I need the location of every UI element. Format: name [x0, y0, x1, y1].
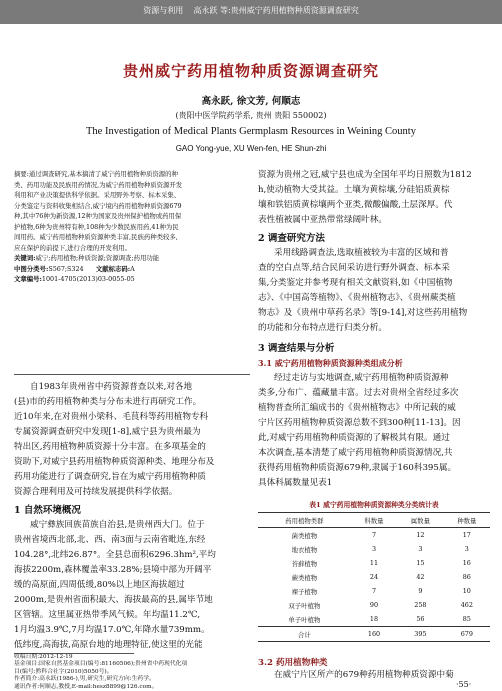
footnote-line: 收稿日期:2012-12-19 — [14, 654, 73, 660]
body-line: 类多,分布广、蕴藏量丰富。过去对贵州全省经过多次 — [258, 388, 459, 398]
table-cell: 24 — [369, 573, 379, 581]
body-line: 物志》及《贵州中草药名录》等[9-14],对这些药用植物 — [258, 308, 468, 318]
abstract-line: 摘要:通过调查研究,基本搞清了威宁药用植物种质资源的种 — [14, 170, 178, 178]
affiliation: (贵阳中医学院药学系, 贵州 贵阳 550002) — [175, 111, 327, 120]
page-number: ·55· — [456, 680, 472, 689]
table-cell: 85 — [462, 615, 471, 623]
body-line: 查的空白点等,结合民间采访进行野外调查、标本采 — [258, 263, 450, 273]
body-line: 威宁彝族回族苗族自治县,是贵州西大门。位于 — [30, 520, 205, 530]
english-title: The Investigation of Medical Plants Germplasm Resources in Weining County — [86, 126, 416, 137]
running-title: 高永跃 等:贵州威宁药用植物种质资源调查研究 — [193, 6, 359, 15]
table-cell: 苔藓植物 — [291, 559, 318, 568]
table-cell: 9 — [418, 587, 423, 595]
body-line: 低纬度,高海拔,高原台地的地理特征,使这里的光能 — [14, 640, 203, 650]
table-cell: 裸子植物 — [291, 587, 318, 596]
abstract-line: 类、药用功能及民族用药情况,为威宁药用植物种质资源开发 — [14, 180, 183, 189]
body-line: 获得药用植物种质资源679种,隶属于160科395属。 — [258, 463, 457, 473]
body-line: 缓的高原面,四周低缓,80%以上地区海拔超过 — [14, 580, 185, 590]
table-cell: 16 — [462, 559, 471, 567]
body-line: 资源合理利用及可持续发展提供科学依据。 — [14, 487, 178, 497]
table-cell: 160 — [367, 630, 381, 638]
table-cell: 86 — [462, 573, 471, 581]
footnote-line: 通讯作者:何顺志,教授,E-mail:hesz8899@126.com。 — [14, 683, 158, 690]
table-header: 属数量 — [410, 516, 430, 525]
footnote-line: 作者简介:高永跃(1986-),男,研究生,研究方向:生药学。 — [14, 676, 155, 683]
body-line: 经过走访与实地调查,威宁药用植物种质资源种 — [274, 373, 449, 383]
body-line: 贵州省境西北部,北、西、南3面与云南省毗连,东经 — [14, 535, 206, 545]
body-line: 宁片区药用植物种质资源总数不到300种[11-13]。因 — [258, 418, 461, 428]
keywords — [14, 253, 250, 264]
journal-name: 资源与利用 — [143, 6, 184, 15]
table-total-row — [258, 627, 490, 642]
table-cell: 7 — [371, 587, 377, 595]
body-line: 此,对威宁药用植物种质资源的了解极其有限。通过 — [258, 433, 450, 443]
keywords-text: 威宁;药用植物;种质资源;资源调查;药用功能 — [35, 254, 160, 262]
body-line: 1月均温3.9℃,7月均温17.0℃,年降水量739mm。 — [14, 625, 210, 635]
table-row — [258, 542, 490, 556]
table-cell: 17 — [462, 531, 471, 539]
table-cell: 11 — [369, 559, 379, 567]
body-line: 志》、《中国高等植物》、《贵州植物志》、《贵州蕨类植 — [258, 293, 456, 303]
section-3-heading: 3 调查结果与分析 — [258, 343, 335, 354]
footnotes — [14, 654, 250, 691]
body-line: 自1983年贵州省中药资源普查以来,对各地 — [30, 382, 193, 392]
table-cell: 单子叶植物 — [288, 615, 321, 624]
table-row — [258, 598, 490, 612]
table-cell: 地衣植物 — [291, 545, 318, 554]
doc-code-label: 文献标志码: — [95, 264, 131, 273]
abstract-line: 分类鉴定与资料收集相结合,威宁境内药用植物种质资源679 — [14, 201, 182, 210]
clc-value: S567;S324 — [48, 264, 84, 273]
body-line: 2000m,是贵州省面积最大、海拔最高的县,属毕节地 — [14, 595, 213, 605]
body-line: 海拔2200m,森林覆盖率33.28%;县境中部为开阔平 — [14, 565, 212, 575]
table-row — [258, 584, 490, 598]
section-2-heading: 2 调查研究方法 — [258, 233, 325, 244]
body-line: 近10年来,在对贵州小梁科、毛茛科等药用植物专科 — [14, 412, 209, 422]
english-authors: GAO Yong-yue, XU Wen-fen, HE Shun-zhi — [175, 144, 327, 153]
table-header: 科数量 — [364, 516, 384, 525]
table-cell: 3 — [464, 545, 469, 553]
body-line: 本次调查,基本清楚了威宁药用植物种质资源情况,共 — [258, 448, 453, 458]
subsection-3-1-body — [258, 371, 490, 491]
authors: 高永跃, 徐文芳, 何顺志 — [201, 96, 301, 107]
body-line: (县)市的药用植物种类与分布未进行再研究工作。 — [14, 397, 202, 407]
doc-code-value: A — [130, 264, 135, 273]
table-header-row — [258, 513, 490, 528]
table-cell: 蕨类植物 — [291, 573, 318, 582]
body-line: 资助下,对威宁县药用植物种质资源种类、地理分布及 — [14, 457, 215, 467]
body-line: 采用线路调查法,选取植被较为丰富的区域和普 — [274, 248, 449, 258]
body-line: 植物普查所汇编成书的《贵州植物志》中所记载的威 — [258, 403, 456, 413]
table-cell: 12 — [416, 531, 425, 539]
abstract-line: 间用药。威宁药用植物种质资源种类丰富,民族药种类较多, — [14, 233, 178, 241]
body-line: 具体科属数量见表1 — [258, 478, 333, 488]
body-line: 特出区,药用植物种质资源十分丰富。在多项基金的 — [14, 442, 206, 452]
right-intro — [258, 168, 490, 228]
body-line: 在威宁片区所产的679种药用植物种质资源中菊 — [274, 670, 454, 680]
body-line: 表性植被属中亚热带常绿阔叶林。 — [258, 215, 387, 225]
clc-label: 中图分类号: — [14, 264, 49, 273]
body-line: 药用功能进行了调查研究,旨在为威宁药用植物种质 — [14, 472, 206, 482]
body-line: 壤和铁铝质黄棕壤两个亚类,微酸偏酸,土层深厚。代 — [258, 200, 453, 210]
table-cell: 56 — [416, 615, 425, 623]
body-line: h,使动植物大受其益。土壤为黄棕壤,分硅铝质黄棕 — [258, 185, 450, 195]
body-line: 资源为贵州之冠,威宁县也成为全国年平均日照数为1812 — [258, 170, 472, 180]
footnote-line: 基金项目:国家自然基金项目(编号:81160506);贵州省中药现代化项 — [14, 661, 188, 668]
table-cell: 258 — [414, 601, 427, 609]
table-1 — [258, 512, 490, 642]
body-line: 104.28°,北纬26.87°。全县总面积6296.3hm²,平均 — [14, 550, 216, 560]
table-cell: 合计 — [298, 630, 311, 639]
abstract-line: 利用和产业决策提供科学依据。采用野外考察、标本采集、 — [14, 191, 181, 199]
table-cell: 42 — [416, 573, 425, 581]
keywords-label: 关键词: — [14, 254, 36, 262]
body-line: 区管辖。这里属亚热带季风气候。年均温11.2℃, — [14, 610, 201, 620]
introduction — [14, 380, 250, 500]
paper-title: 贵州威宁药用植物种质资源调查研究 — [122, 62, 379, 80]
body-line: 的功能和分布特点进行归类分析。 — [258, 323, 387, 333]
table-row — [258, 556, 490, 570]
subsection-3-1-heading: 3.1 威宁药用植物种质资源种类组成分析 — [258, 358, 403, 368]
table-cell: 双子叶植物 — [288, 601, 321, 610]
section-1-heading: 1 自然环境概况 — [14, 505, 81, 516]
table-cell: 菌类植物 — [291, 531, 318, 540]
running-header — [0, 5, 502, 16]
table-cell: 15 — [416, 559, 425, 567]
table-cell: 395 — [414, 630, 427, 638]
abstract-divider — [14, 374, 250, 375]
table-header: 种数量 — [457, 516, 477, 525]
article-no-label: 文章编号: — [14, 275, 42, 283]
subsection-3-2-heading: 3.2 药用植物种类 — [258, 658, 328, 668]
body-line: 专属资源调查研究中发现[1-8],威宁县为贵州最为 — [14, 427, 201, 437]
abstract-line: 应在保护的前提下,进行合理的开发利用。 — [14, 243, 132, 252]
article-number — [14, 274, 250, 285]
body-line: 集,分类鉴定并参考现有相关文献资料,如《中国植物 — [258, 278, 453, 288]
section-2-body — [258, 246, 490, 336]
classification — [14, 264, 250, 275]
table-cell: 7 — [371, 531, 377, 539]
abstract-line: 种,其中76种为新资源,12种为国家及贵州保护植物或药用保 — [14, 212, 182, 220]
abstract-line: 护植物,6种为贵州特有种,108种为少数民族用药,41种为民 — [14, 222, 179, 231]
table-cell: 462 — [460, 601, 473, 609]
table-cell: 10 — [462, 587, 471, 595]
table-row — [258, 570, 490, 584]
table-row — [258, 612, 490, 627]
table-caption: 表1 威宁药用植物种质资源种类分类统计表 — [309, 501, 439, 509]
abstract — [14, 169, 250, 285]
table-header: 药用植物类群 — [285, 516, 324, 525]
table-cell: 3 — [371, 545, 377, 553]
table-cell: 90 — [369, 601, 379, 609]
article-no-value: 1001-4705(2013)03-0055-05 — [41, 275, 135, 283]
footnote-line: 目(编号:黔科合社字(2010)5050号)。 — [14, 668, 113, 675]
table-cell: 3 — [418, 545, 423, 553]
section-1-body — [14, 518, 250, 653]
table-cell: 18 — [369, 615, 379, 623]
table-cell: 679 — [460, 630, 473, 638]
table-row — [258, 528, 490, 543]
